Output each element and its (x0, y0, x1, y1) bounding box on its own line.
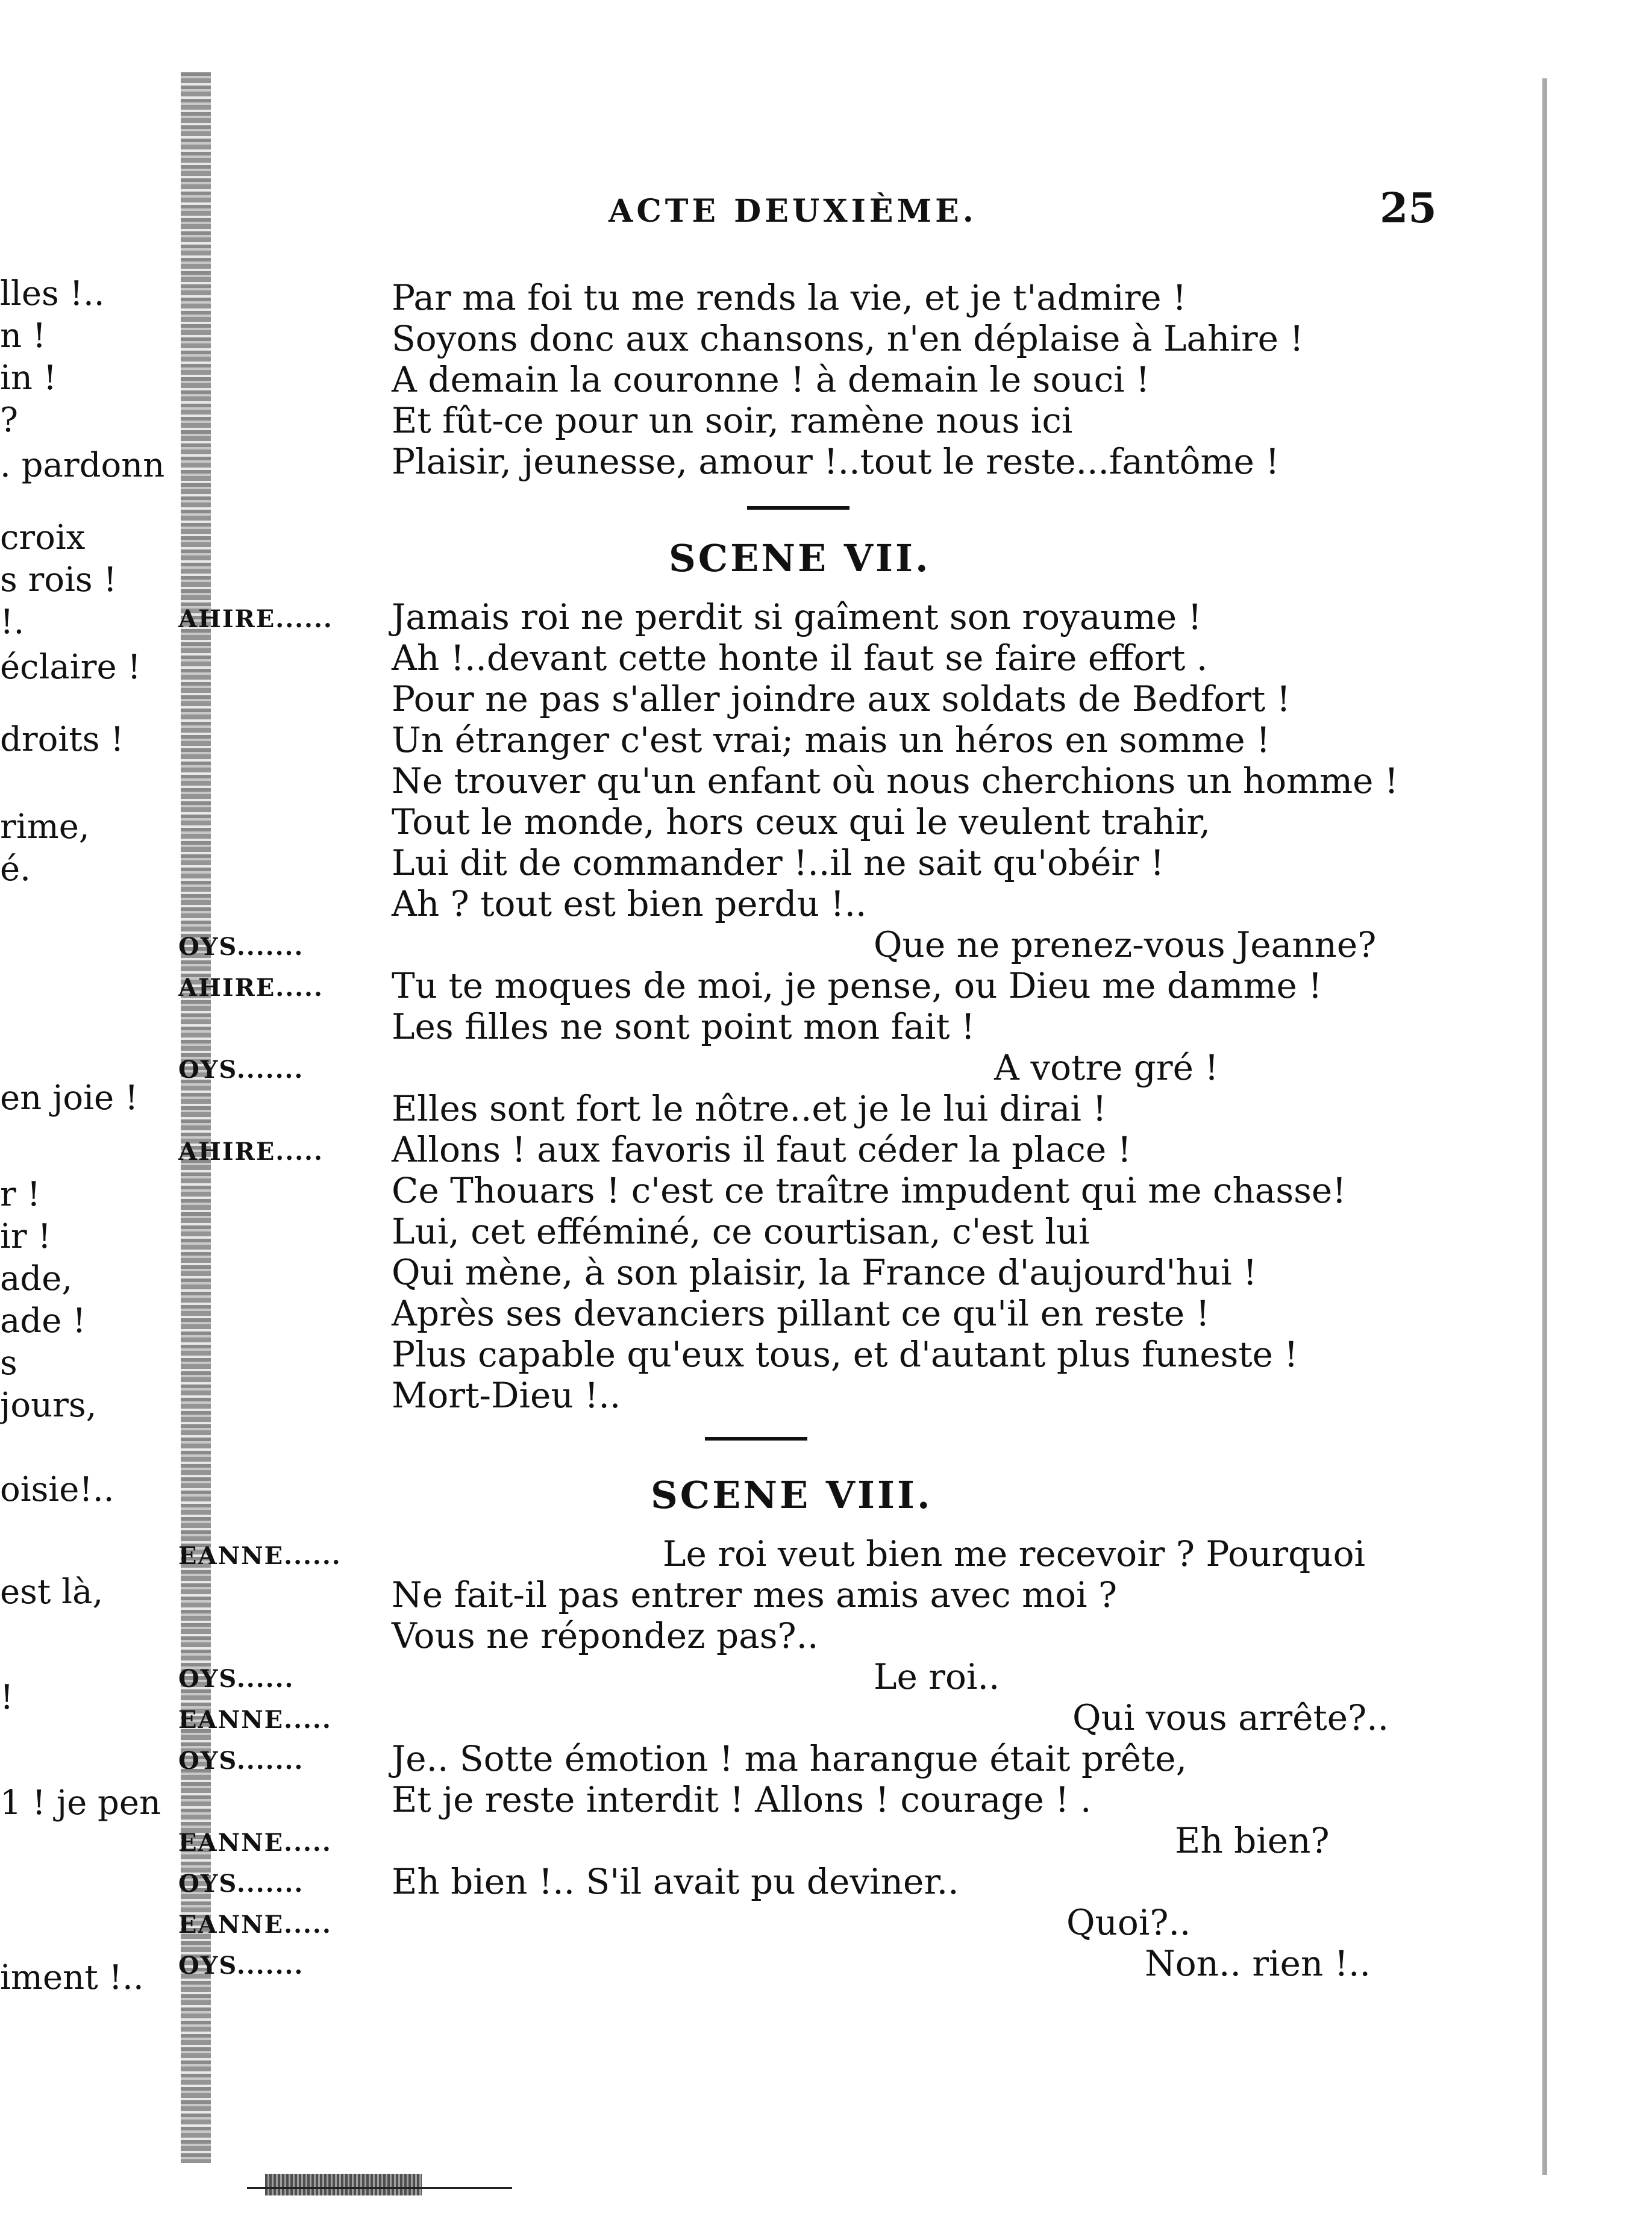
left-page-fragment: in ! (0, 358, 57, 398)
verse-line: Soyons donc aux chansons, n'en déplaise à Lahire ! (392, 318, 1304, 359)
dialogue-line: Qui mène, à son plaisir, la France d'aujourd'hui ! (392, 1252, 1257, 1293)
verse-line: A demain la couronne ! à demain le souci ! (392, 359, 1150, 400)
left-page-fragment: iment !.. (0, 1958, 144, 1997)
speaker-name: EANNE...... (178, 1542, 342, 1570)
speaker-name: OYS....... (178, 1870, 304, 1898)
dialogue-line: Mort-Dieu !.. (392, 1375, 621, 1416)
speaker-name: OYS....... (178, 933, 304, 961)
dialogue-line: Non.. rien !.. (1145, 1943, 1371, 1984)
speaker-name: AHIRE...... (178, 605, 333, 633)
page-header (0, 184, 1652, 247)
left-page-fragment: n ! (0, 316, 46, 355)
verse-line: Et fût-ce pour un soir, ramène nous ici (392, 400, 1073, 441)
dialogue-line: Que ne prenez-vous Jeanne? (874, 924, 1377, 965)
speaker-name: OYS....... (178, 1951, 304, 1980)
dialogue-line: Ah !..devant cette honte il faut se faire effort . (392, 637, 1208, 678)
dialogue-line: Après ses devanciers pillant ce qu'il en reste ! (392, 1293, 1210, 1334)
left-page-fragment: rime, (0, 807, 90, 846)
left-page-fragment: 1 ! je pen (0, 1783, 161, 1823)
verse-line: Par ma foi tu me rends la vie, et je t'admire ! (392, 277, 1187, 318)
speaker-name: OYS....... (178, 1747, 304, 1775)
speaker-name: AHIRE..... (178, 974, 324, 1002)
left-page-fragment: s (0, 1344, 17, 1383)
left-page-fragment: croix (0, 518, 86, 557)
left-page-fragment: s rois ! (0, 560, 117, 599)
left-page-fragment: est là, (0, 1572, 104, 1612)
dialogue-line: Vous ne répondez pas?.. (392, 1615, 819, 1656)
scene-divider (747, 506, 849, 510)
dialogue-line: Un étranger c'est vrai; mais un héros en somme ! (392, 719, 1271, 760)
dialogue-line: Pour ne pas s'aller joindre aux soldats de Bedfort ! (392, 678, 1291, 719)
left-page-fragment: éclaire ! (0, 648, 141, 687)
dialogue-line: Lui dit de commander !..il ne sait qu'obéir ! (392, 842, 1165, 883)
dialogue-line: Et je reste interdit ! Allons ! courage ! . (392, 1779, 1092, 1820)
dialogue-line: Jamais roi ne perdit si gaîment son royaume ! (392, 596, 1202, 637)
dialogue-line: Eh bien? (1175, 1820, 1330, 1861)
speaker-name: OYS....... (178, 1056, 304, 1084)
dialogue-line: Tu te moques de moi, je pense, ou Dieu me damme ! (392, 965, 1322, 1006)
speaker-name: EANNE..... (178, 1910, 332, 1939)
left-page-fragment: ! (0, 1678, 14, 1717)
page-edge (1542, 78, 1547, 2175)
dialogue-line: Tout le monde, hors ceux qui le veulent trahir, (392, 801, 1211, 842)
dialogue-line: Quoi?.. (1066, 1902, 1191, 1943)
left-page-fragment: !. (0, 602, 25, 642)
speaker-name: EANNE..... (178, 1829, 332, 1857)
dialogue-line: Le roi veut bien me recevoir ? Pourquoi (663, 1533, 1366, 1574)
left-page-fragment: ade ! (0, 1301, 86, 1341)
dialogue-line: Ce Thouars ! c'est ce traître impudent qui me chasse! (392, 1170, 1347, 1211)
dialogue-line: Ah ? tout est bien perdu !.. (392, 883, 867, 924)
dialogue-line: Plus capable qu'eux tous, et d'autant plus funeste ! (392, 1334, 1298, 1375)
dialogue-line: Allons ! aux favoris il faut céder la place ! (392, 1129, 1131, 1170)
left-page-fragment: en joie ! (0, 1078, 139, 1118)
speaker-name: AHIRE..... (178, 1137, 324, 1166)
footer-rule (247, 2187, 512, 2189)
dialogue-line: Ne trouver qu'un enfant où nous cherchions un homme ! (392, 760, 1399, 801)
speaker-name: EANNE..... (178, 1706, 332, 1734)
dialogue-line: Ne fait-il pas entrer mes amis avec moi ? (392, 1574, 1118, 1615)
dialogue-line: Qui vous arrête?.. (1072, 1697, 1389, 1738)
dialogue-line: Elles sont fort le nôtre..et je le lui dirai ! (392, 1088, 1107, 1129)
dialogue-line: A votre gré ! (994, 1047, 1219, 1088)
left-page-fragment: ir ! (0, 1217, 51, 1256)
left-page-fragment: lles !.. (0, 274, 105, 313)
scene-title: SCENE VIII. (651, 1473, 933, 1517)
dialogue-line: Le roi.. (874, 1656, 1000, 1697)
speaker-name: OYS...... (178, 1665, 295, 1693)
dialogue-line: Je.. Sotte émotion ! ma harangue était prête, (392, 1738, 1187, 1779)
left-page-fragment: droits ! (0, 720, 124, 759)
left-page-fragment: r ! (0, 1175, 41, 1214)
page-number: 25 (1380, 184, 1437, 233)
left-page-fragment: . pardonn (0, 446, 165, 485)
dialogue-line: Les filles ne sont point mon fait ! (392, 1006, 975, 1047)
left-page-fragment: oisie!.. (0, 1470, 114, 1509)
left-page-fragment: ade, (0, 1259, 73, 1298)
footer-mark (265, 2174, 422, 2195)
running-head: ACTE DEUXIÈME. (609, 193, 977, 230)
verse-line: Plaisir, jeunesse, amour !..tout le reste...fantôme ! (392, 441, 1280, 482)
dialogue-line: Lui, cet efféminé, ce courtisan, c'est lui (392, 1211, 1090, 1252)
dialogue-line: Eh bien !.. S'il avait pu deviner.. (392, 1861, 959, 1902)
scene-divider (705, 1437, 807, 1441)
left-page-fragment: é. (0, 850, 31, 889)
scene-title: SCENE VII. (669, 536, 931, 580)
left-page-fragment: jours, (0, 1386, 97, 1425)
left-page-fragment: ? (0, 401, 19, 440)
